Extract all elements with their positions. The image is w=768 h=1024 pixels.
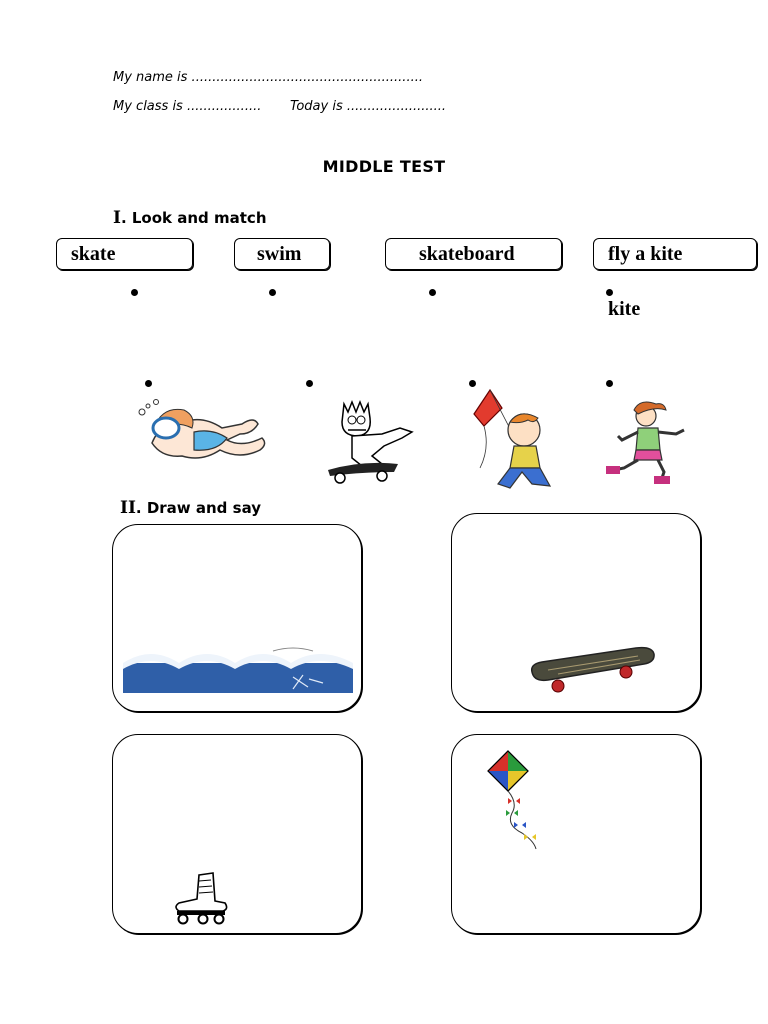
- water-waves-picture: [123, 643, 353, 693]
- match-dot-skate[interactable]: [131, 289, 138, 296]
- match-dot-picture-2[interactable]: [306, 380, 313, 387]
- skateboard-picture: [528, 642, 658, 694]
- match-dot-picture-3[interactable]: [469, 380, 476, 387]
- draw-frame-skateboard[interactable]: [451, 513, 701, 712]
- word-box-skate: skate: [56, 238, 193, 270]
- section-2-number: II: [120, 498, 136, 518]
- name-line: My name is ........................................................: [113, 70, 423, 85]
- draw-frame-swim[interactable]: [112, 524, 362, 712]
- class-line: My class is ..................: [113, 99, 262, 114]
- extra-word-kite: kite: [608, 298, 641, 320]
- section-1-label: . Look and match: [120, 209, 267, 227]
- section-1-heading: [113, 208, 267, 228]
- match-dot-swim[interactable]: [269, 289, 276, 296]
- match-dot-picture-1[interactable]: [145, 380, 152, 387]
- page-title: MIDDLE TEST: [322, 157, 446, 176]
- match-dot-skateboard[interactable]: [429, 289, 436, 296]
- kite-flyer-picture: [470, 388, 562, 494]
- word-box-swim: swim: [234, 238, 330, 270]
- skateboarder-picture: [322, 398, 422, 486]
- draw-frame-skate[interactable]: [112, 734, 362, 934]
- match-dot-picture-4[interactable]: [606, 380, 613, 387]
- kite-picture: [486, 749, 556, 851]
- roller-skate-picture: [169, 871, 233, 925]
- section-1-number: I: [113, 208, 121, 228]
- word-box-fly-a-kite: fly a kite: [593, 238, 757, 270]
- roller-skater-picture: [604, 398, 694, 488]
- word-box-skateboard: skateboard: [385, 238, 562, 270]
- swimmer-picture: [132, 398, 272, 468]
- section-2-label: . Draw and say: [135, 499, 262, 517]
- section-2-heading: [120, 498, 261, 518]
- draw-frame-fly-a-kite[interactable]: [451, 734, 701, 934]
- match-dot-fly-a-kite[interactable]: [606, 289, 613, 296]
- today-line: Today is ........................: [290, 99, 447, 114]
